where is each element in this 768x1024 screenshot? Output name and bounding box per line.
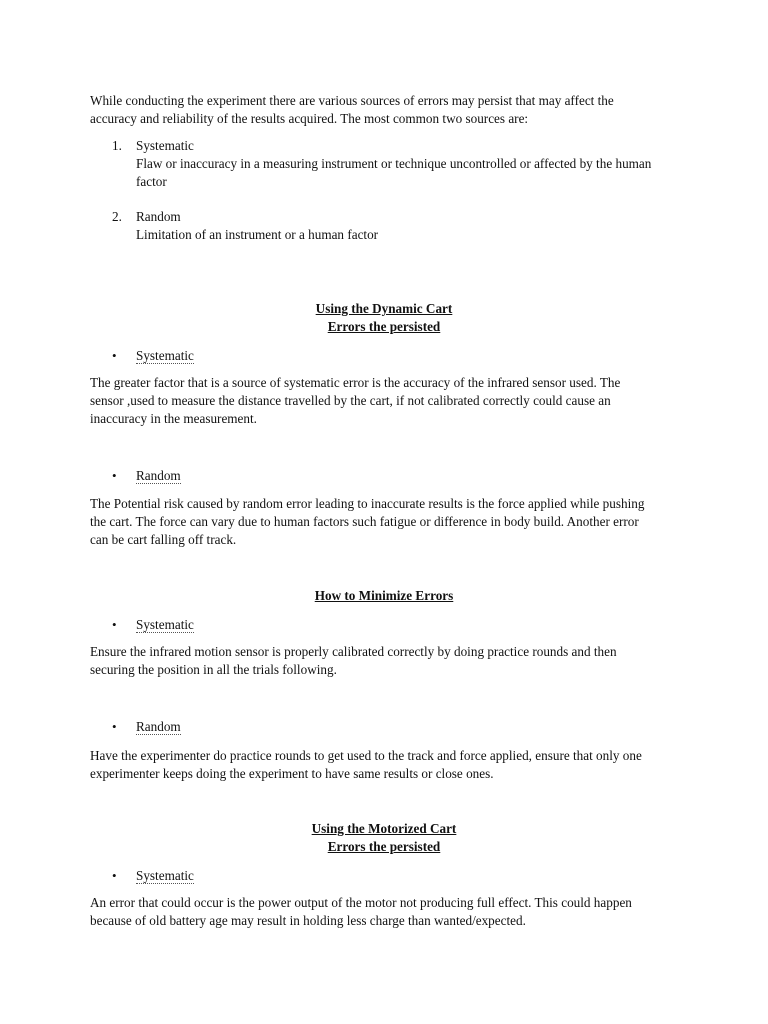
bullet-label: Systematic <box>136 868 194 883</box>
text-line: securing the position in all the trials following. <box>90 662 337 677</box>
text-line: The greater factor that is a source of systematic error is the accuracy of the infrared sensor used. The <box>90 375 621 390</box>
item-text: Flaw or inaccuracy in a measuring instrument or technique uncontrolled or affected by the human <box>136 156 652 171</box>
paragraph <box>90 495 690 549</box>
text-line: Have the experimenter do practice rounds to get used to the track and force applied, ensure that only one <box>90 748 642 763</box>
text-line: the cart. The force can vary due to human factors such fatigue or difference in body build. Another error <box>90 514 639 529</box>
item-title: Random <box>136 209 181 224</box>
paragraph <box>90 894 690 930</box>
text-line: because of old battery age may result in holding less charge than wanted/expected. <box>90 913 526 928</box>
text-line: experimenter keeps doing the experiment to have same results or close ones. <box>90 766 494 781</box>
bullet-icon: • <box>112 348 117 363</box>
bullet-systematic <box>112 867 194 885</box>
bullet-random <box>112 718 181 736</box>
text-line: Ensure the infrared motion sensor is properly calibrated correctly by doing practice rounds and then <box>90 644 617 659</box>
item-number: 1. <box>112 138 122 153</box>
section-subheading: Errors the persisted <box>327 319 441 334</box>
item-number: 2. <box>112 209 122 224</box>
numbered-item-1 <box>112 137 692 191</box>
numbered-item-2 <box>112 208 692 244</box>
text-line: An error that could occur is the power output of the motor not producing full effect. This could happen <box>90 895 632 910</box>
text-line: can be cart falling off track. <box>90 532 237 547</box>
bullet-systematic <box>112 616 194 634</box>
bullet-label: Systematic <box>136 348 194 363</box>
section-heading: Using the Motorized Cart <box>311 821 457 836</box>
intro-line: While conducting the experiment there are various sources of errors may persist that may affect the <box>90 93 614 108</box>
text-line: sensor ,used to measure the distance travelled by the cart, if not calibrated correctly could cause an <box>90 393 611 408</box>
intro-line: accuracy and reliability of the results acquired. The most common two sources are: <box>90 111 529 126</box>
section-heading: Using the Dynamic Cart <box>315 301 453 316</box>
section-subheading: Errors the persisted <box>327 839 441 854</box>
bullet-icon: • <box>112 468 117 483</box>
paragraph <box>90 643 690 679</box>
bullet-label: Random <box>136 719 181 734</box>
intro-paragraph <box>90 92 690 128</box>
bullet-label: Systematic <box>136 617 194 632</box>
bullet-icon: • <box>112 719 117 734</box>
bullet-systematic <box>112 347 194 365</box>
bullet-random <box>112 467 181 485</box>
item-text: factor <box>136 174 167 189</box>
bullet-label: Random <box>136 468 181 483</box>
bullet-icon: • <box>112 617 117 632</box>
paragraph <box>90 374 690 428</box>
paragraph <box>90 747 690 783</box>
item-text: Limitation of an instrument or a human factor <box>136 227 379 242</box>
text-line: The Potential risk caused by random error leading to inaccurate results is the force applied while pushing <box>90 496 645 511</box>
item-title: Systematic <box>136 138 194 153</box>
bullet-icon: • <box>112 868 117 883</box>
section-heading: How to Minimize Errors <box>314 588 454 603</box>
text-line: inaccuracy in the measurement. <box>90 411 257 426</box>
